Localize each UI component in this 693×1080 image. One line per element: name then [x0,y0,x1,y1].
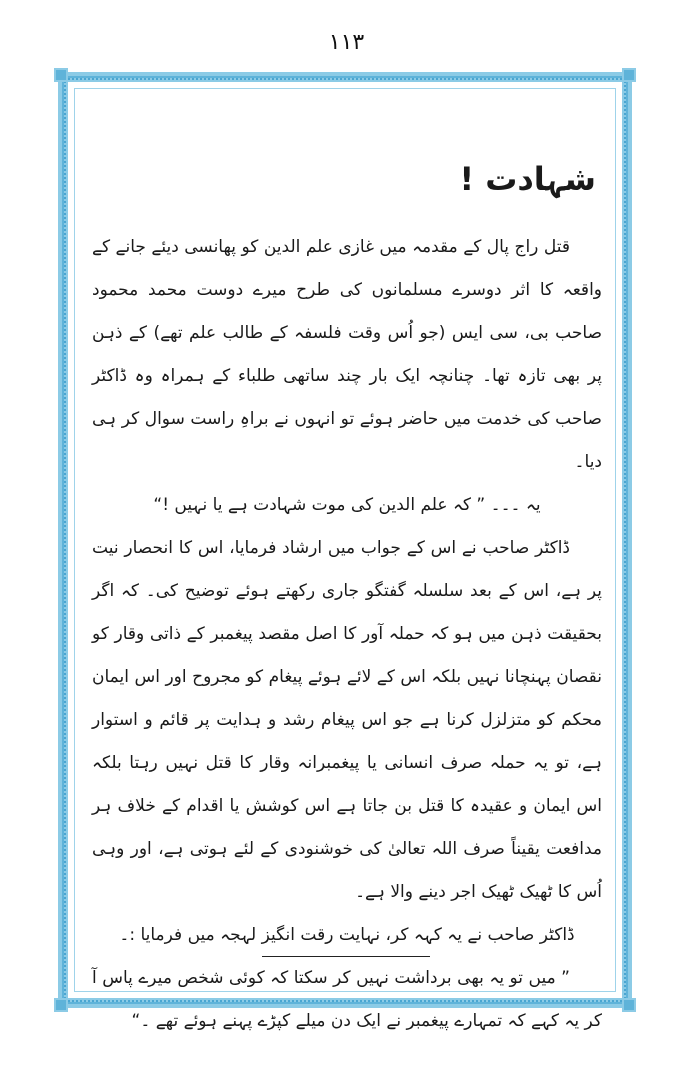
border-corner-ornament [622,998,636,1012]
border-corner-ornament [54,68,68,82]
border-corner-ornament [54,998,68,1012]
article-heading: شہادت ! [459,160,596,198]
paragraph-final-quote: ” میں تو یہ بھی برداشت نہیں کر سکتا کہ کوئی شخص میرے پاس آ کر یہ کہے کہ تمہارے پیغمبر نے ایک دن میلے کپڑے پہنے ہوئے تھے ۔“ [92,968,602,1031]
border-corner-ornament [622,68,636,82]
article-body [92,160,602,1043]
paragraph-question: یہ ۔۔۔ ” کہ علم الدین کی موت شہادت ہے یا نہیں !“ [153,495,541,515]
paragraph-intro: قتل راج پال کے مقدمہ میں غازی علم الدین کو پھانسی دیئے جانے کے واقعہ کا اثر دوسرے مسلمانوں کی طرح میرے دوست محمد محمود صاحب بی، سی ایس (جو اُس وقت فلسفہ کے طالب علم تھے) کے ذہن پر بھی تازہ تھا۔ چنانچہ ایک بار چند ساتھی طلباء کے ہمراہ وہ ڈاکٹر صاحب کی خدمت میں حاضر ہوئے تو انہوں نے براہِ راست سوال کر ہی دیا۔ [92,237,602,472]
page-number: ۱۱۳ [328,30,365,55]
section-end-rule [262,956,430,957]
paragraph-remark: ڈاکٹر صاحب نے یہ کہہ کر، نہایت رقت انگیز لہجہ میں فرمایا :۔ [119,925,575,945]
paragraph-answer: ڈاکٹر صاحب نے اس کے جواب میں ارشاد فرمایا، اس کا انحصار نیت پر ہے، اس کے بعد سلسلہ گفتگو جاری رکھتے ہوئے توضیح کی۔ کہ اگر بحقیقت ذہن میں ہو کہ حملہ آور کا اصل مقصد پیغمبر کے ذاتی وقار کو نقصان پہنچانا نہیں بلکہ اس کے لائے ہوئے پیغام کو مجروح اور اس ایمان محکم کو متزلزل کرنا ہے جو اس پیغام رشد و ہدایت پر قائم و استوار ہے، تو یہ حملہ صرف انسانی یا پیغمبرانہ وقار کا قتل نہیں رہتا بلکہ اس ایمان و عقیدہ کا قتل بن جاتا ہے اس کوشش یا اقدام کے خلاف ہر مدافعت یقیناً صرف اللہ تعالیٰ کی خوشنودی کے لئے ہوتی ہے، اور وہی اُس کا ٹھیک ٹھیک اجر دینے والا ہے۔ [92,538,602,902]
